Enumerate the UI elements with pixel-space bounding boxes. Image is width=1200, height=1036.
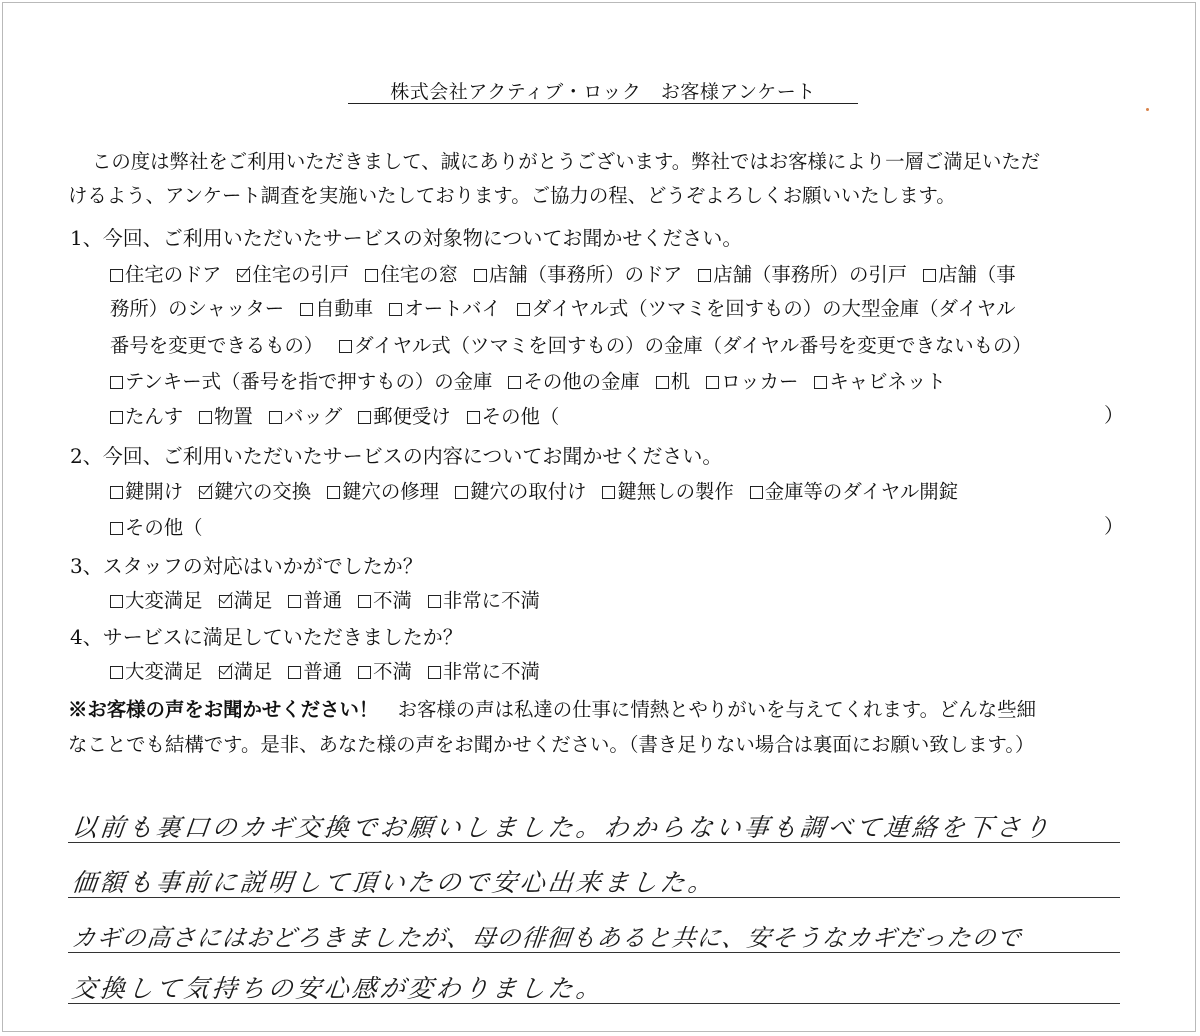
q2-row [110, 512, 219, 540]
handwritten-comment-2: 価額も事前に説明して頂いたので安心出来ました。 [70, 868, 718, 897]
option-item [199, 401, 253, 429]
option-item [327, 476, 439, 504]
checkbox[interactable] [750, 486, 763, 499]
option-label: その他（ [481, 405, 560, 428]
q1-row [110, 401, 575, 429]
checkbox[interactable] [288, 595, 301, 608]
option-item [428, 656, 540, 684]
q1-row [110, 366, 962, 394]
checkbox[interactable] [110, 595, 123, 608]
checkbox[interactable] [358, 595, 371, 608]
checkbox[interactable] [110, 269, 123, 282]
option-item [698, 259, 907, 287]
q1-row [110, 293, 1032, 321]
option-label: 住宅のドア [125, 263, 222, 286]
checkbox[interactable] [339, 340, 352, 353]
checkbox[interactable] [110, 411, 123, 424]
survey-title: 株式会社アクティブ・ロック お客様アンケート [348, 77, 858, 104]
option-label: バッグ [283, 405, 343, 428]
checkbox[interactable] [288, 666, 301, 679]
option-label: テンキー式（番号を指で押すもの）の金庫 [125, 370, 493, 393]
option-item [110, 656, 203, 684]
option-item [706, 366, 798, 394]
option-label: 務所）のシャッター [110, 297, 285, 320]
checkbox[interactable] [327, 486, 340, 499]
checkbox[interactable] [428, 666, 441, 679]
option-label: オートバイ [404, 297, 501, 320]
q1-close-paren: ） [1104, 403, 1124, 427]
option-item [300, 293, 373, 321]
option-label: 鍵無しの製作 [617, 480, 734, 503]
option-label: 非常に不満 [442, 589, 540, 612]
intro-line-2: けるよう、アンケート調査を実施いたしております。ご協力の程、どうぞよろしくお願いいたします。 [68, 184, 956, 207]
option-label: 鍵穴の交換 [214, 480, 312, 503]
q3-question: 3、スタッフの対応はいかがでしたか？ [70, 554, 423, 578]
option-label: 普通 [303, 660, 343, 683]
q1-row [110, 330, 1048, 358]
option-label: 自動車 [315, 297, 374, 320]
checkbox[interactable] [199, 411, 212, 424]
checkbox[interactable] [602, 486, 615, 499]
voice-line-1 [68, 694, 1036, 722]
option-item [923, 259, 1016, 287]
option-label: 物置 [214, 405, 253, 428]
option-item [517, 293, 1016, 321]
option-item [110, 293, 284, 321]
option-item [110, 330, 323, 358]
voice-line-1-text: お客様の声は私達の仕事に情熱とやりがいを与えてくれます。どんな些細 [397, 698, 1036, 721]
option-item [199, 476, 311, 504]
checkbox[interactable] [389, 303, 402, 316]
q1-question: 1、今回、ご利用いただいたサービスの対象物についてお聞かせください。 [70, 226, 743, 250]
option-label: ダイヤル式（ツマミを回すもの）の金庫（ダイヤル番号を変更できないもの） [354, 334, 1032, 357]
checkbox[interactable] [814, 376, 827, 389]
option-label: たんす [125, 405, 184, 428]
voice-line-2: なことでも結構です。是非、あなた様の声をお聞かせください。（書き足りない場合は裏面にお願い致します。） [68, 733, 1035, 756]
q3-options [110, 585, 556, 613]
option-label: 机 [670, 370, 691, 393]
option-item [219, 656, 273, 684]
option-item [814, 366, 945, 394]
option-item [237, 259, 349, 287]
checkbox[interactable] [428, 595, 441, 608]
option-label: キャビネット [829, 370, 946, 393]
option-item [358, 401, 451, 429]
handwritten-comment-1: 以前も裏口のカギ交換でお願いしました。わからない事も調べて連絡を下さり [70, 813, 1054, 842]
q2-close-paren: ） [1104, 514, 1124, 538]
option-item [365, 259, 458, 287]
voice-heading: ※お客様の声をお聞かせください！ [68, 698, 379, 721]
checkbox[interactable] [455, 486, 468, 499]
option-label: ダイヤル式（ツマミを回すもの）の大型金庫（ダイヤル [531, 297, 1016, 320]
option-item [288, 585, 342, 613]
option-label: 番号を変更できるもの） [110, 334, 324, 357]
checkbox[interactable] [923, 269, 936, 282]
checkbox[interactable] [474, 269, 487, 282]
checkbox[interactable] [358, 411, 371, 424]
option-item [750, 476, 958, 504]
option-item [455, 476, 586, 504]
option-label: その他（ [125, 516, 203, 539]
option-item [110, 259, 221, 287]
option-item [339, 330, 1032, 358]
option-item [358, 585, 412, 613]
checkbox[interactable] [110, 486, 123, 499]
option-item [110, 401, 183, 429]
option-label: 満足 [233, 589, 273, 612]
intro-line-1: この度は弊社をご利用いただきまして、誠にありがとうございます。弊社ではお客様により一層ご満足いただ [92, 150, 1041, 173]
q2-question: 2、今回、ご利用いただいたサービスの内容についてお聞かせください。 [70, 444, 723, 468]
option-label: その他の金庫 [523, 370, 640, 393]
option-label: 住宅の引戸 [252, 263, 350, 286]
option-item [508, 366, 639, 394]
option-label: 大変満足 [125, 660, 203, 683]
option-item [110, 476, 183, 504]
checkbox[interactable] [467, 411, 480, 424]
option-label: 鍵開け [125, 480, 184, 503]
checkbox[interactable] [110, 522, 123, 535]
option-label: ロッカー [721, 370, 799, 393]
handwritten-comment-3: カギの高さにはおどろきましたが、母の徘徊もあると共に、安そうなカギだったので [70, 924, 1024, 952]
option-label: 鍵穴の修理 [342, 480, 440, 503]
option-item [288, 656, 342, 684]
option-label: 住宅の窓 [380, 263, 458, 286]
handwritten-comment-4: 交換して気持ちの安心感が変わりました。 [70, 974, 606, 1003]
option-item [358, 656, 412, 684]
option-item [656, 366, 690, 394]
checkbox[interactable] [110, 376, 123, 389]
checkbox[interactable] [508, 376, 521, 389]
option-item [428, 585, 540, 613]
option-label: 店舗（事務所）の引戸 [713, 263, 908, 286]
checkbox[interactable] [698, 269, 711, 282]
option-label: 普通 [303, 589, 343, 612]
q2-row [110, 476, 974, 504]
option-item [219, 585, 273, 613]
option-item [110, 585, 203, 613]
option-item [110, 512, 203, 540]
checked-checkbox[interactable] [199, 486, 212, 499]
checkbox[interactable] [706, 376, 719, 389]
option-label: 不満 [373, 589, 412, 612]
option-label: 不満 [373, 660, 412, 683]
checkbox[interactable] [300, 303, 313, 316]
ink-speck [1146, 108, 1149, 111]
checkbox[interactable] [365, 269, 378, 282]
checkbox[interactable] [358, 666, 371, 679]
option-label: 郵便受け [373, 405, 451, 428]
option-item [110, 366, 492, 394]
checked-checkbox[interactable] [219, 595, 232, 608]
q1-row [110, 259, 1032, 287]
option-item [389, 293, 501, 321]
checkbox[interactable] [269, 411, 282, 424]
option-label: 鍵穴の取付け [470, 480, 587, 503]
q4-question: 4、サービスに満足していただきましたか？ [70, 625, 463, 649]
option-label: 店舗（事務所）のドア [488, 263, 683, 286]
checked-checkbox[interactable] [237, 269, 250, 282]
checked-checkbox[interactable] [219, 666, 232, 679]
option-item [474, 259, 682, 287]
option-item [602, 476, 733, 504]
option-label: 満足 [233, 660, 273, 683]
option-item [269, 401, 342, 429]
q4-options [110, 656, 556, 684]
option-label: 非常に不満 [442, 660, 540, 683]
option-label: 金庫等のダイヤル開錠 [764, 480, 959, 503]
option-item [467, 401, 560, 429]
option-label: 店舗（事 [938, 263, 1016, 286]
checkbox[interactable] [517, 303, 530, 316]
option-label: 大変満足 [125, 589, 203, 612]
checkbox[interactable] [656, 376, 669, 389]
checkbox[interactable] [110, 666, 123, 679]
